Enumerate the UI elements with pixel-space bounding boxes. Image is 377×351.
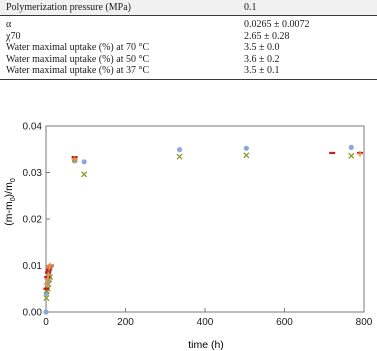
row-label: α: [6, 19, 12, 30]
table-bottom-rule: [0, 79, 377, 80]
y-tick-label: 0.02: [22, 214, 42, 226]
y-tick-label: 0.03: [22, 168, 42, 179]
table-header-row: [0, 0, 377, 16]
data-point-x: [82, 172, 87, 177]
data-point-circle: [177, 147, 182, 152]
table-row: [0, 65, 377, 77]
data-point-circle: [43, 309, 48, 314]
data-point-circle: [244, 146, 249, 151]
row-label: Water maximal uptake (%) at 70 °C: [6, 42, 150, 53]
row-value: 3.5 ± 0.1: [244, 65, 280, 76]
x-tick-label: 400: [196, 317, 214, 328]
chart-marks: [43, 145, 363, 315]
y-axis-label: $(m-m_0)/m_0$: [3, 178, 17, 226]
data-point-x: [244, 153, 249, 158]
header-value: 0.1: [244, 2, 257, 13]
table-row: [0, 42, 377, 54]
y-tick-label: 0.00: [22, 307, 42, 319]
data-point-circle: [349, 145, 354, 150]
data-point-plus: [357, 151, 363, 157]
row-value: 3.5 ± 0.0: [244, 42, 280, 53]
row-label: Water maximal uptake (%) at 50 °C: [6, 53, 150, 65]
data-point-x: [177, 154, 182, 159]
table-row: [0, 19, 377, 31]
table-row: [0, 54, 377, 66]
x-tick-label: 800: [355, 317, 373, 328]
header-label: Polymerization pressure (MPa): [6, 2, 131, 13]
x-tick-label: 200: [117, 317, 134, 328]
table-row: [0, 31, 377, 43]
x-tick-label: 600: [276, 317, 293, 328]
row-value: 3.6 ± 0.2: [244, 53, 280, 65]
y-tick-label: 0.01: [22, 261, 42, 272]
chart-container: [0, 112, 377, 351]
y-tick-label: 0.04: [22, 121, 42, 133]
row-label: χ70: [6, 30, 21, 42]
x-tick-label: 0: [43, 317, 49, 328]
row-value: 0.0265 ± 0.0072: [244, 19, 310, 30]
row-value: 2.65 ± 0.28: [244, 30, 290, 42]
data-point-circle: [82, 159, 87, 164]
plot-frame: [46, 126, 364, 312]
parameter-table: [0, 0, 377, 80]
data-point-x: [349, 153, 354, 158]
chart-axes: [23, 122, 373, 329]
row-label: Water maximal uptake (%) at 37 °C: [6, 65, 150, 76]
scatter-chart: [0, 112, 377, 351]
x-axis-label: time (h): [188, 339, 224, 351]
